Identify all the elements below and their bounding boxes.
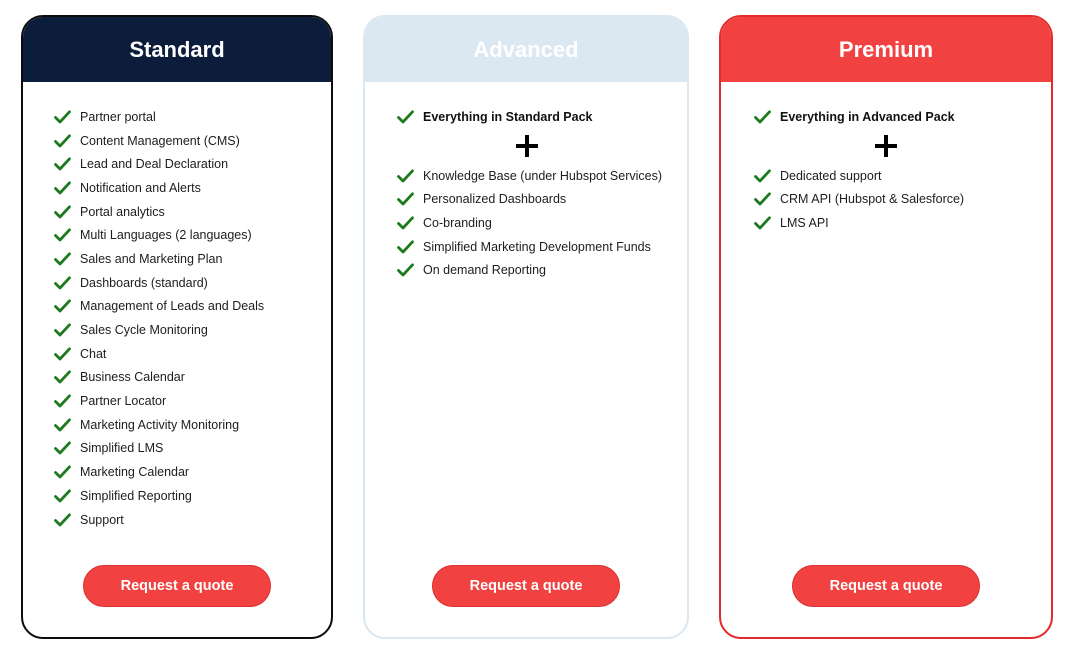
check-icon [54,205,71,219]
feature-item [54,484,264,508]
feature-label: Simplified Marketing Development Funds [423,239,651,254]
check-icon [397,263,414,277]
feature-label: Content Management (CMS) [80,133,240,148]
plan-title-premium: Premium [721,17,1051,82]
check-icon [397,110,414,124]
check-icon [397,192,414,206]
check-icon [54,370,71,384]
check-icon [54,418,71,432]
check-icon [754,169,771,183]
feature-label: Knowledge Base (under Hubspot Services) [423,168,663,183]
feature-item [754,187,1018,211]
plus-icon [516,135,538,157]
feature-label: Lead and Deal Declaration [80,157,229,172]
feature-label: Business Calendar [80,370,185,385]
feature-label: Chat [80,346,107,361]
feature-label: Everything in Advanced Pack [780,109,955,124]
request-quote-button-standard[interactable]: Request a quote [83,565,271,607]
check-icon [54,181,71,195]
feature-label: Dedicated support [780,168,882,183]
check-icon [754,192,771,206]
plan-title-standard: Standard [23,17,331,82]
feature-item-includes [754,105,1018,129]
feature-item [54,200,264,224]
feature-item [54,437,264,461]
check-icon [54,394,71,408]
check-icon [54,347,71,361]
check-icon [54,252,71,266]
feature-item [54,152,264,176]
feature-label: Everything in Standard Pack [423,109,593,124]
check-icon [754,110,771,124]
check-icon [54,323,71,337]
feature-item [54,271,264,295]
check-icon [54,489,71,503]
feature-item [397,258,662,282]
plus-separator [754,129,1018,164]
feature-item [54,247,264,271]
check-icon [54,299,71,313]
feature-item [754,211,1018,235]
feature-label: Marketing Calendar [80,465,190,480]
feature-label: Support [80,512,124,527]
feature-item [54,389,264,413]
feature-label: Co-branding [423,215,492,230]
feature-label: Partner Locator [80,394,167,409]
feature-item [397,235,662,259]
feature-item [54,105,264,129]
check-icon [54,157,71,171]
request-quote-button-premium[interactable]: Request a quote [792,565,980,607]
feature-item [54,508,264,532]
feature-label: Partner portal [80,109,156,124]
check-icon [54,110,71,124]
plan-card-standard [21,15,333,639]
feature-label: On demand Reporting [423,263,546,278]
check-icon [754,216,771,230]
feature-item [397,211,662,235]
feature-item [54,129,264,153]
check-icon [54,134,71,148]
feature-label: Management of Leads and Deals [80,299,265,314]
feature-item [754,164,1018,188]
feature-item [397,187,662,211]
check-icon [397,240,414,254]
feature-label: LMS API [780,215,829,230]
feature-item [54,413,264,437]
feature-label: Simplified LMS [80,441,164,456]
feature-list-advanced [397,105,662,282]
feature-item [54,460,264,484]
feature-item [54,295,264,319]
check-icon [397,216,414,230]
feature-label: Notification and Alerts [80,180,201,195]
feature-label: Dashboards (standard) [80,275,208,290]
feature-list-standard [54,105,264,531]
check-icon [54,513,71,527]
feature-item [54,342,264,366]
check-icon [54,441,71,455]
feature-item [54,223,264,247]
plan-card-premium [719,15,1053,639]
feature-item [54,318,264,342]
feature-label: Sales and Marketing Plan [80,251,223,266]
feature-label: Simplified Reporting [80,488,192,503]
feature-label: CRM API (Hubspot & Salesforce) [780,192,965,207]
feature-item [54,366,264,390]
plus-separator [397,129,657,164]
feature-label: Personalized Dashboards [423,192,567,207]
request-quote-button-advanced[interactable]: Request a quote [432,565,620,607]
feature-item [397,164,662,188]
plan-card-advanced [363,15,689,639]
check-icon [54,276,71,290]
feature-list-premium [754,105,1018,235]
plus-icon [875,135,897,157]
feature-item [54,176,264,200]
feature-label: Portal analytics [80,204,165,219]
check-icon [54,228,71,242]
feature-label: Sales Cycle Monitoring [80,323,208,338]
plan-title-advanced: Advanced [365,17,687,82]
feature-item-includes [397,105,662,129]
check-icon [397,169,414,183]
check-icon [54,465,71,479]
feature-label: Multi Languages (2 languages) [80,228,252,243]
feature-label: Marketing Activity Monitoring [80,417,240,432]
